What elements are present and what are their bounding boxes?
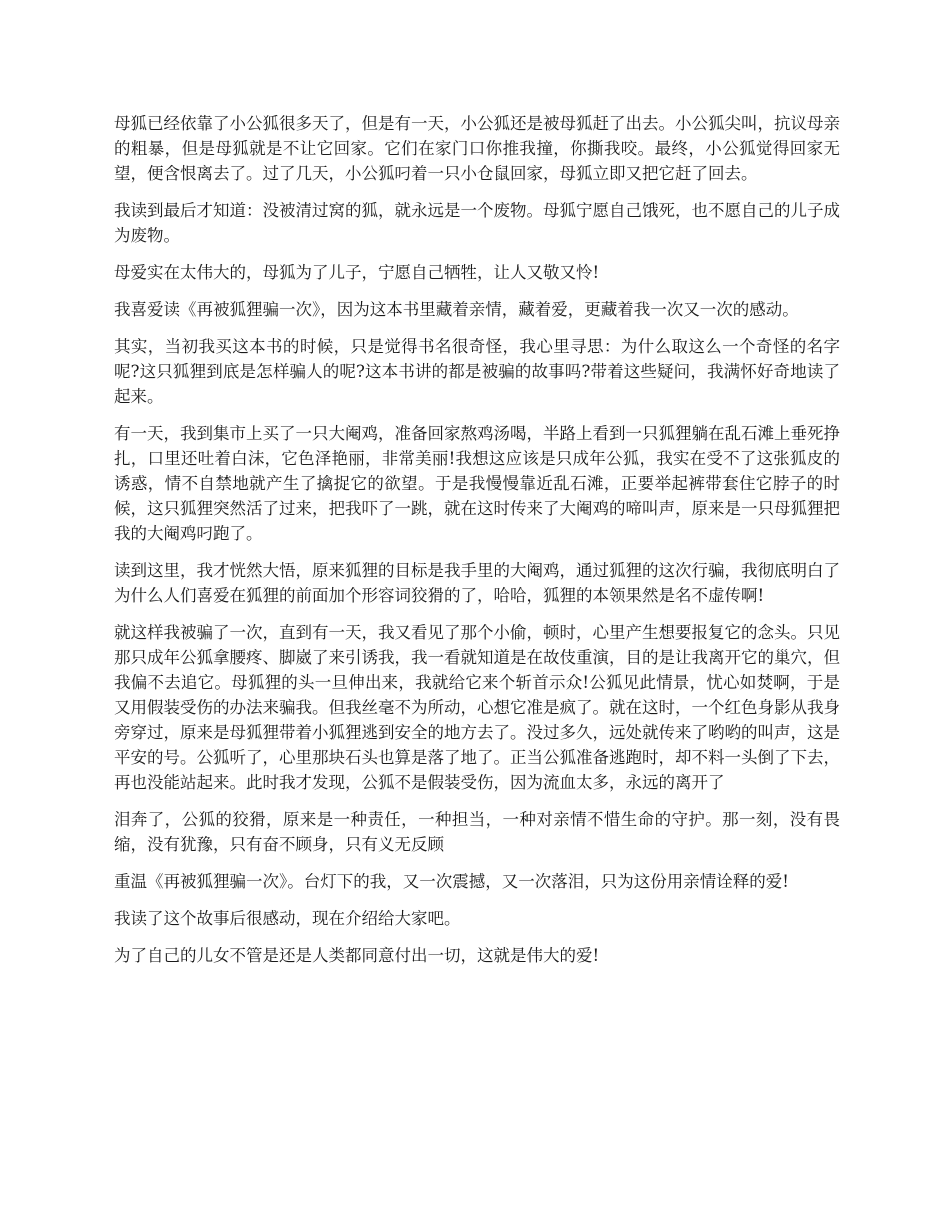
paragraph-4: 我喜爱读《再被狐狸骗一次》，因为这本书里藏着亲情，藏着爱，更藏着我一次又一次的感动。 xyxy=(114,300,799,319)
paragraph-10: 重温《再被狐狸骗一次》。台灯下的我，又一次震撼，又一次落泪，只为这份用亲情诠释的爱! xyxy=(114,872,789,891)
paragraph-1: 母狐已经依靠了小公狐很多天了，但是有一天，小公狐还是被母狐赶了出去。小公狐尖叫，抗议母亲的粗暴，但是母狐就是不让它回家。它们在家门口你推我撞，你撕我咬。最终，小公狐觉得回家无望，便含恨离去了。过了几天，小公狐叼着一只小仓鼠回家，母狐立即又把它赶了回去。 xyxy=(114,114,840,183)
paragraph-2: 我读到最后才知道：没被清过窝的狐，就永远是一个废物。母狐宁愿自己饿死，也不愿自己的儿子成为废物。 xyxy=(114,201,840,245)
paragraph-6: 有一天，我到集市上买了一只大阉鸡，准备回家熬鸡汤喝，半路上看到一只狐狸躺在乱石滩上垂死挣扎，口里还吐着白沫，它色泽艳丽，非常美丽!我想这应该是只成年公狐，我实在受不了这张狐皮的诱惑，情不自禁地就产生了擒捉它的欲望。于是我慢慢靠近乱石滩，正要举起裤带套住它脖子的时候，这只狐狸突然活了过来，把我吓了一跳，就在这时传来了大阉鸡的啼叫声，原来是一只母狐狸把我的大阉鸡叼跑了。 xyxy=(114,424,840,543)
paragraph-3: 母爱实在太伟大的，母狐为了儿子，宁愿自己牺牲，让人又敬又怜! xyxy=(114,263,600,282)
paragraph-11: 我读了这个故事后很感动，现在介绍给大家吧。 xyxy=(114,909,461,928)
paragraph-7: 读到这里，我才恍然大悟，原来狐狸的目标是我手里的大阉鸡，通过狐狸的这次行骗，我彻底明白了为什么人们喜爱在狐狸的前面加个形容词狡猾的了，哈哈，狐狸的本领果然是名不虚传啊! xyxy=(114,561,840,605)
paragraph-9: 泪奔了，公狐的狡猾，原来是一种责任，一种担当，一种对亲情不惜生命的守护。那一刻，没有畏缩，没有犹豫，只有奋不顾身，只有义无反顾 xyxy=(114,810,840,854)
paragraph-8: 就这样我被骗了一次，直到有一天，我又看见了那个小偷，顿时，心里产生想要报复它的念头。只见那只成年公狐拿腰疼、脚崴了来引诱我，我一看就知道是在故伎重演，目的是让我离开它的巢穴，但我偏不去追它。母狐狸的头一旦伸出来，我就给它来个斩首示众!公狐见此情景，忧心如焚啊，于是又用假装受伤的办法来骗我。但我丝毫不为所动，心想它准是疯了。就在这时，一个红色身影从我身旁穿过，原来是母狐狸带着小狐狸逃到安全的地方去了。没过多久，远处就传来了哟哟的叫声，这是平安的号。公狐听了，心里那块石头也算是落了地了。正当公狐准备逃跑时，却不料一头倒了下去，再也没能站起来。此时我才发现，公狐不是假装受伤，因为流血太多，永远的离开了 xyxy=(114,623,840,792)
document-body xyxy=(114,111,840,980)
paragraph-5: 其实，当初我买这本书的时候，只是觉得书名很奇怪，我心里寻思：为什么取这么一个奇怪的名字呢?这只狐狸到底是怎样骗人的呢?这本书讲的都是被骗的故事吗?带着这些疑问，我满怀好奇地读了起来。 xyxy=(114,337,840,406)
paragraph-12: 为了自己的儿女不管是还是人类都同意付出一切，这就是伟大的爱! xyxy=(114,946,600,965)
